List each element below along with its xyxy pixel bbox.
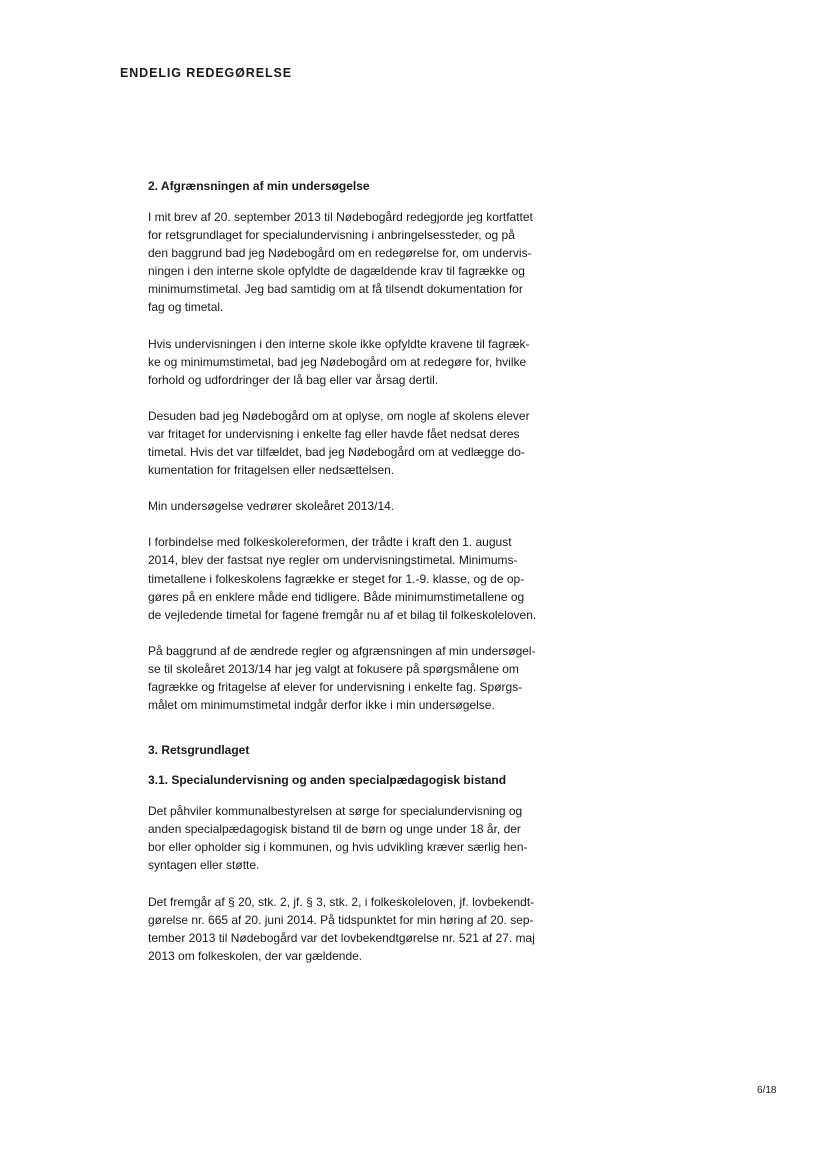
text-line: gørelse nr. 665 af 20. juni 2014. På tidspunktet for min høring af 20. sep- (148, 912, 534, 927)
text-line: Hvis undervisningen i den interne skole ikke opfyldte kravene til fagræk- (148, 336, 530, 351)
text-line: for retsgrundlaget for specialundervisning i anbringelsessteder, og på (148, 228, 515, 243)
text-line: Det fremgår af § 20, stk. 2, jf. § 3, stk. 2, i folkeskoleloven, jf. lovbekendt- (148, 894, 535, 909)
text-line: se til skoleåret 2013/14 har jeg valgt at fokusere på spørgsmålene om (148, 661, 519, 676)
paragraph (148, 802, 588, 874)
section-2-body (148, 208, 588, 714)
text-line: 2014, blev der fastsat nye regler om undervisningstimetal. Minimums- (148, 553, 518, 568)
text-line: minimumstimetal. Jeg bad samtidig om at få tilsendt dokumentation for (148, 282, 523, 297)
text-line: ke og minimumstimetal, bad jeg Nødebogård om at redegøre for, hvilke (148, 354, 527, 369)
subsection-heading: 3.1. Specialundervisning og anden specialpædagogisk bistand (148, 773, 507, 788)
text-line: forhold og udfordringer der lå bag eller var årsag dertil. (148, 372, 439, 387)
text-line: Det påhviler kommunalbestyrelsen at sørge for specialundervisning og (148, 804, 523, 819)
text-line: timetallene i folkeskolens fagrække er steget for 1.-9. klasse, og de op- (148, 571, 525, 586)
text-line: På baggrund af de ændrede regler og afgrænsningen af min undersøgel- (148, 643, 536, 658)
text-line: I forbindelse med folkeskolereformen, der trådte i kraft den 1. august (148, 535, 512, 550)
text-line: ningen i den interne skole opfyldte de dagældende krav til fagrække og (148, 264, 525, 279)
text-line: 2013 om folkeskolen, der var gældende. (148, 948, 363, 963)
text-line: fag og timetal. (148, 300, 224, 315)
paragraph (148, 642, 588, 714)
text-line: målet om minimumstimetal indgår derfor ikke i min undersøgelse. (148, 698, 495, 713)
paragraph (148, 497, 588, 515)
text-line: timetal. Hvis det var tilfældet, bad jeg Nødebogård om at vedlægge do- (148, 445, 525, 460)
paragraph (148, 208, 588, 317)
text-line: fagrække og fritagelse af elever for undervisning i enkelte fag. Spørgs- (148, 679, 523, 694)
text-line: den baggrund bad jeg Nødebogård om en redegørelse for, om undervis- (148, 246, 532, 261)
text-line: de vejledende timetal for fagene fremgår nu af et bilag til folkeskoleloven. (148, 607, 537, 622)
section-3-body (148, 802, 588, 965)
section-heading: 3. Retsgrundlaget (148, 743, 250, 758)
text-line: bor eller opholder sig i kommunen, og hvis udvikling kræver særlig hen- (148, 840, 528, 855)
text-line: I mit brev af 20. september 2013 til Nødebogård redegjorde jeg kortfattet (148, 210, 533, 224)
page-number: 6/18 (757, 1085, 777, 1096)
text-line: kumentation for fritagelsen eller nedsættelsen. (148, 463, 395, 478)
paragraph (148, 335, 588, 389)
text-line: gøres på en enklere måde end tidligere. Både minimumstimetallene og (148, 589, 525, 604)
text-line: Min undersøgelse vedrører skoleåret 2013/14. (148, 499, 395, 514)
text-line: tember 2013 til Nødebogård var det lovbekendtgørelse nr. 521 af 27. maj (148, 930, 535, 945)
paragraph (148, 407, 588, 479)
text-line: anden specialpædagogisk bistand til de børn og unge under 18 år, der (148, 822, 521, 837)
paragraph (148, 893, 588, 965)
text-line: syntagen eller støtte. (148, 858, 260, 873)
section-heading: 2. Afgrænsningen af min undersøgelse (148, 179, 370, 193)
text-line: Desuden bad jeg Nødebogård om at oplyse, om nogle af skolens elever (148, 408, 530, 423)
document-header: ENDELIG REDEGØRELSE (120, 66, 292, 80)
paragraph (148, 533, 588, 623)
document-body (148, 178, 588, 965)
text-line: var fritaget for undervisning i enkelte fag eller havde fået nedsat deres (148, 426, 520, 441)
